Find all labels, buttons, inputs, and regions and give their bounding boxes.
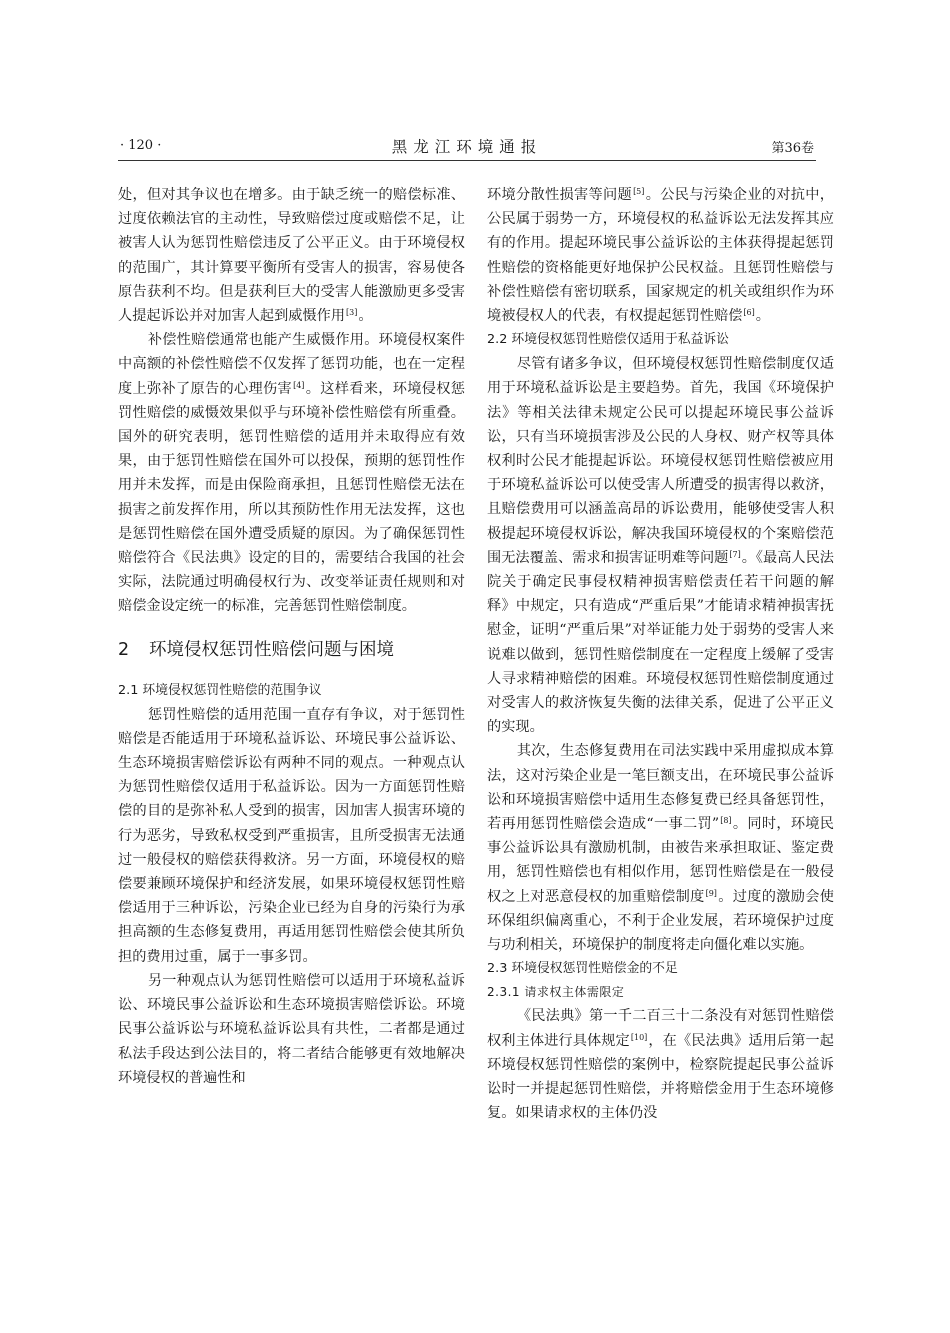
paragraph: 另一种观点认为惩罚性赔偿可以适用于环境私益诉讼、环境民事公益诉讼和生态环境损害赔偿诉讼。环境民事公益诉讼与环境私益诉讼具有共性，二者都是通过私法手段达到公法目的，将二者结合能够更有效地解决环境侵权的普遍性和 [118,972,465,1086]
left-column [118,183,465,1090]
journal-title: 黑龙江环境通报 [391,138,543,156]
page-number: · 120 · [120,138,162,153]
section-number: 2 [118,639,130,660]
paragraph: 尽管有诸多争议，但环境侵权惩罚性赔偿制度仅适用于环境私益诉讼是主要趋势。首先，我国《环境保护法》等相关法律未规定公民可以提起环境民事公益诉讼，只有当环境损害涉及公民的人身权、财产权等具体权利时公民才能提起诉讼。环境侵权惩罚性赔偿被应用于环境私益诉讼可以使受害人所遭受的损害得以救济，且赔偿费用可以涵盖高昂的诉讼费用，能够使受害人积极提起环境侵权诉讼，解决我国环境侵权的个案赔偿范围无法覆盖、需求和损害证明难等问题[7]。《最高人民法院关于确定民事侵权精神损害赔偿责任若干问题的解释》中规定，只有造成“严重后果”才能请求精神损害抚慰金，证明“严重后果”对举证能力处于弱势的受害人来说难以做到，惩罚性赔偿制度在一定程度上缓解了受害人寻求精神赔偿的困难。环境侵权惩罚性赔偿制度通过对受害人的救济恢复失衡的法律关系，促进了公平正义的实现。 [487,356,834,736]
subsection-heading: 2.2 环境侵权惩罚性赔偿仅适用于私益诉讼 [487,332,729,348]
section-heading [118,638,465,662]
paragraph: 环境分散性损害等问题[5]。公民与污染企业的对抗中，公民属于弱势一方，环境侵权的私益诉讼无法发挥其应有的作用。提起环境民事公益诉讼的主体获得提起惩罚性赔偿的资格能更好地保护公民权益。且惩罚性赔偿与补偿性赔偿有密切联系，国家规定的机关或组织作为环境被侵权人的代表，有权提起惩罚性赔偿[6]。 [487,187,834,325]
subsection-heading: 2.3 环境侵权惩罚性赔偿金的不足 [487,961,678,977]
citation: [9] [705,888,717,898]
citation: [8] [720,816,732,826]
citation: [3] [346,308,358,318]
volume-label: 第36卷 [771,141,814,156]
right-column [487,183,834,1125]
citation: [10] [630,1032,648,1042]
subsection-heading: 2.1 环境侵权惩罚性赔偿的范围争议 [118,682,322,698]
paragraph: 其次，生态修复费用在司法实践中采用虚拟成本算法，这对污染企业是一笔巨额支出，在环境民事公益诉讼和环境损害赔偿中适用生态修复费已经具备惩罚性，若再用惩罚性赔偿会造成“一事二罚”[8]。同时，环境民事公益诉讼具有激励机制，由被告来承担取证、鉴定费用，惩罚性赔偿也有相似作用，惩罚性赔偿是在一般侵权之上对恶意侵权的加重赔偿制度[9]。过度的激励会使环保组织偏离重心，不利于企业发展，若环境保护过度与功利相关，环境保护的制度将走向僵化难以实施。 [487,743,834,954]
paragraph: 处，但对其争议也在增多。由于缺乏统一的赔偿标准、过度依赖法官的主动性，导致赔偿过度或赔偿不足，让被害人认为惩罚性赔偿违反了公平正义。由于环境侵权的范围广，其计算要平衡所有受害人的损害，容易使各原告获利不均。但是获利巨大的受害人能激励更多受害人提起诉讼并对加害人起到威慑作用[3]。 [118,187,465,325]
paragraph: 补偿性赔偿通常也能产生威慑作用。环境侵权案件中高额的补偿性赔偿不仅发挥了惩罚功能，也在一定程度上弥补了原告的心理伤害[4]。这样看来，环境侵权惩罚性赔偿的威慑效果似乎与环境补偿性赔偿有所重叠。国外的研究表明，惩罚性赔偿的适用并未取得应有效果，由于惩罚性赔偿在国外可以投保，预期的惩罚性作用并未发挥，而是由保险商承担，且惩罚性赔偿无法在损害之前发挥作用，所以其预防性作用无法发挥，这也是惩罚性赔偿在国外遭受质疑的原因。为了确保惩罚性赔偿符合《民法典》设定的目的，需要结合我国的社会实际，法院通过明确侵权行为、改变举证责任规则和对赔偿金设定统一的标准，完善惩罚性赔偿制度。 [118,332,465,615]
running-header [118,134,816,160]
citation: [7] [729,549,741,559]
section-title: 环境侵权惩罚性赔偿问题与困境 [149,639,394,660]
citation: [6] [743,308,755,318]
subsubsection-heading: 2.3.1 请求权主体需限定 [487,985,625,1000]
paragraph: 《民法典》第一千二百三十二条没有对惩罚性赔偿权利主体进行具体规定[10]，在《民法典》适用后第一起环境侵权惩罚性赔偿的案例中，检察院提起民事公益诉讼时一并提起惩罚性赔偿，并将赔偿金用于生态环境修复。如果请求权的主体仍没 [487,1008,834,1122]
citation: [5] [633,187,645,196]
paragraph: 惩罚性赔偿的适用范围一直存有争议，对于惩罚性赔偿是否能适用于环境私益诉讼、环境民事公益诉讼、生态环境损害赔偿诉讼有两种不同的观点。一种观点认为惩罚性赔偿仅适用于私益诉讼。因为一方面惩罚性赔偿的目的是弥补私人受到的损害，因加害人损害环境的行为恶劣，导致私权受到严重损害，且所受损害无法通过一般侵权的赔偿获得救济。另一方面，环境侵权的赔偿要兼顾环境保护和经济发展，如果环境侵权惩罚性赔偿适用于三种诉讼，污染企业已经为自身的污染行为承担高额的生态修复费用，再适用惩罚性赔偿会使其所负担的费用过重，属于一事多罚。 [118,706,465,965]
header-rule [118,160,816,161]
citation: [4] [293,380,305,390]
